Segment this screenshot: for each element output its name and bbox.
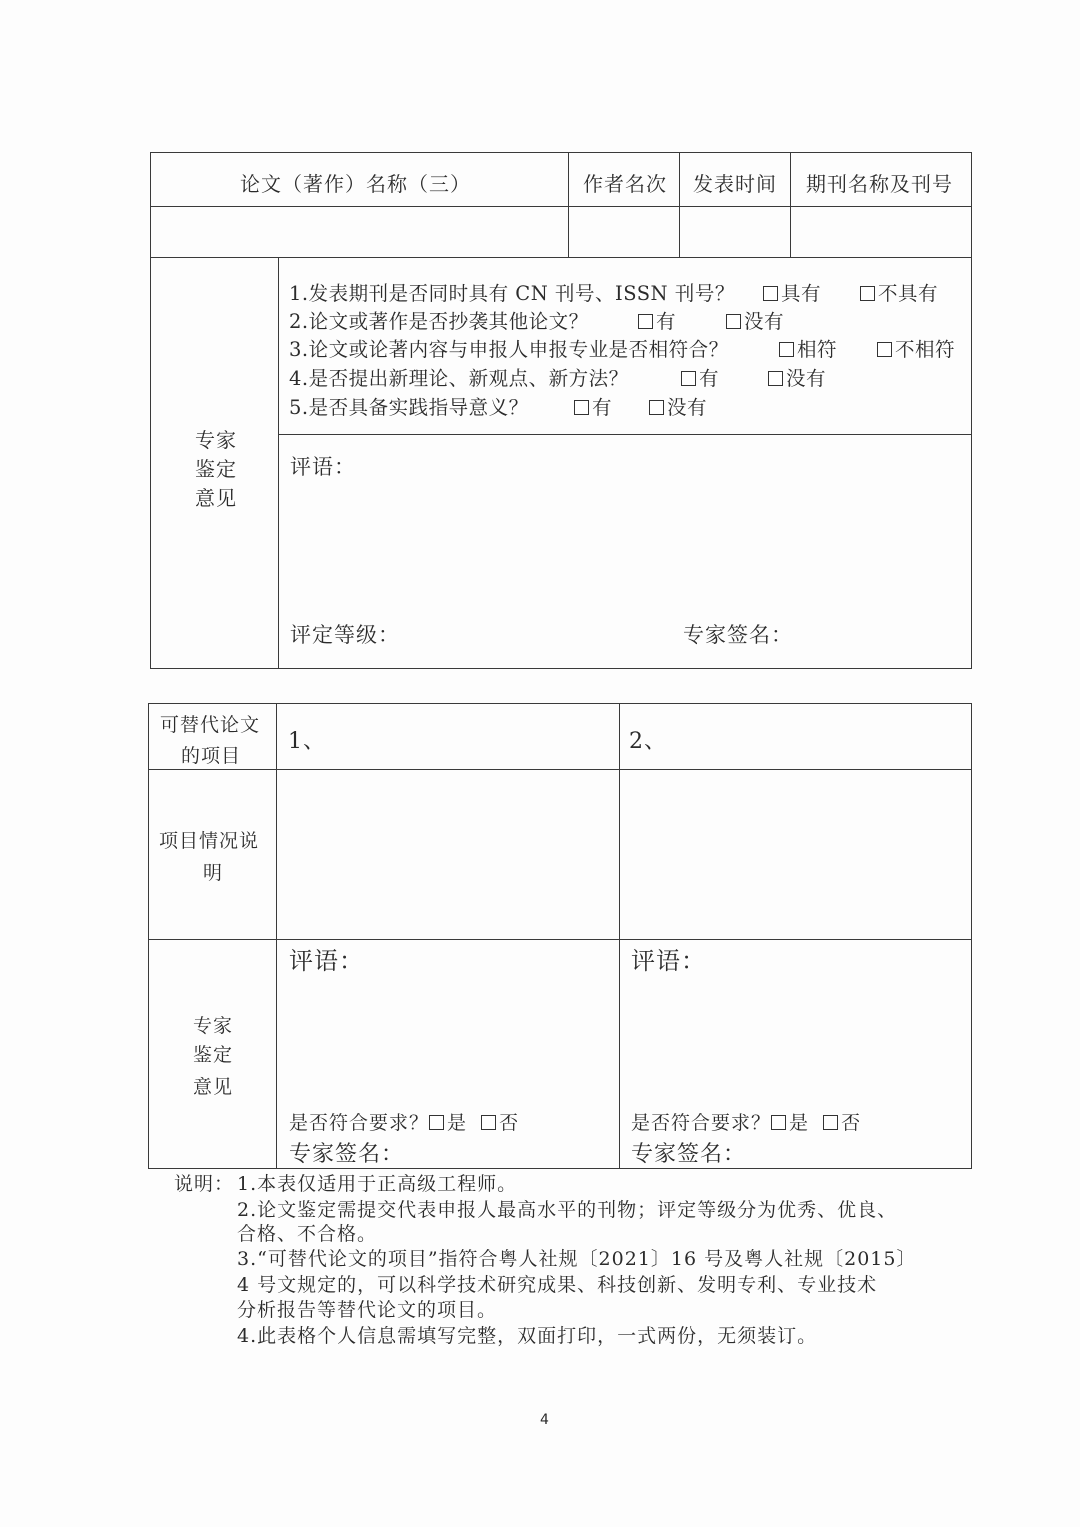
question-4-text: 4.是否提出新理论、新观点、新方法？ [289, 367, 629, 390]
question-3-option-2: 不相符 [895, 338, 956, 361]
journal-name-header: 期刊名称及刊号 [806, 172, 953, 196]
question-4-option-1: 有 [699, 367, 720, 390]
note-line-5: 4 号文规定的，可以科学技术研究成果、科技创新、发明专利、专业技术 [237, 1274, 878, 1296]
checkbox-icon[interactable] [763, 286, 778, 301]
project-desc-label-line-1: 项目情况说 [159, 830, 260, 852]
journal-name-cell[interactable] [792, 208, 970, 255]
publish-time-header: 发表时间 [693, 172, 777, 196]
question-5 [289, 392, 708, 420]
publish-time-cell[interactable] [681, 208, 788, 255]
alt-project-label-line-2: 的项目 [181, 745, 242, 767]
checkbox-icon[interactable] [768, 371, 783, 386]
expert-opinion-label-2-line-1: 专家 [193, 1015, 234, 1037]
question-2 [289, 306, 785, 334]
question-5-option-1: 有 [592, 396, 613, 419]
question-5-text: 5.是否具备实践指导意义？ [289, 396, 529, 419]
project-item-2[interactable]: 2、 [629, 729, 667, 754]
note-line-3: 合格、不合格。 [237, 1223, 378, 1245]
expert-opinion-label-line-3: 意见 [195, 486, 237, 510]
comment-area[interactable] [282, 480, 968, 610]
expert-opinion-label-line-2: 鉴定 [195, 457, 237, 481]
note-line-4: 3.“可替代论文的项目”指符合粤人社规〔2021〕16 号及粤人社规〔2015〕 [237, 1248, 917, 1270]
signature-label-2: 专家签名： [631, 1142, 747, 1167]
project-desc-cell-2[interactable] [621, 771, 970, 937]
question-5-option-2: 没有 [667, 396, 708, 419]
comment-label: 评语： [290, 455, 356, 479]
signature-label: 专家签名： [683, 623, 793, 647]
question-2-option-1: 有 [656, 310, 677, 333]
comment-area-1[interactable] [280, 975, 615, 1100]
note-line-1: 1.本表仅适用于正高级工程师。 [237, 1173, 518, 1195]
expert-opinion-label-2-line-3: 意见 [193, 1076, 234, 1098]
note-line-6: 分析报告等替代论文的项目。 [237, 1299, 498, 1321]
notes-prefix: 说明： [174, 1173, 235, 1195]
project-desc-cell-1[interactable] [278, 771, 617, 937]
note-line-2: 2.论文鉴定需提交代表申报人最高水平的刊物；评定等级分为优秀、优良、 [237, 1199, 898, 1221]
author-rank-cell[interactable] [570, 208, 677, 255]
paper-title-cell[interactable] [152, 208, 566, 255]
meets-requirement-2: 是否符合要求？ 是 否 [631, 1112, 862, 1134]
paper-title-header: 论文（著作）名称（三） [240, 172, 471, 196]
meets-requirement-1: 是否符合要求？ 是 否 [289, 1112, 520, 1134]
signature-label-1: 专家签名： [289, 1142, 405, 1167]
page-number: 4 [540, 1412, 550, 1428]
checkbox-icon[interactable] [860, 286, 875, 301]
checkbox-icon[interactable] [771, 1115, 786, 1130]
question-3-text: 3.论文或论著内容与申报人申报专业是否相符合？ [289, 338, 729, 361]
expert-opinion-label-line-1: 专家 [195, 428, 237, 452]
checkbox-icon[interactable] [638, 314, 653, 329]
question-1-text: 1.发表期刊是否同时具有 CN 刊号、ISSN 刊号？ [289, 282, 735, 305]
checkbox-icon[interactable] [823, 1115, 838, 1130]
question-3-option-1: 相符 [797, 338, 838, 361]
checkbox-icon[interactable] [481, 1115, 496, 1130]
question-1-option-2: 不具有 [878, 282, 939, 305]
checkbox-icon[interactable] [681, 371, 696, 386]
alt-project-label-line-1: 可替代论文 [160, 714, 261, 736]
expert-opinion-label-2-line-2: 鉴定 [193, 1044, 234, 1066]
checkbox-icon[interactable] [429, 1115, 444, 1130]
comment-area-2[interactable] [623, 975, 968, 1100]
question-1 [289, 278, 939, 306]
checkbox-icon[interactable] [779, 342, 794, 357]
checkbox-icon[interactable] [726, 314, 741, 329]
comment-label-1: 评语： [289, 947, 364, 975]
comment-label-2: 评语： [631, 947, 706, 975]
author-rank-header: 作者名次 [583, 172, 667, 196]
note-line-7: 4.此表格个人信息需填写完整，双面打印，一式两份，无须装订。 [237, 1325, 818, 1347]
checkbox-icon[interactable] [877, 342, 892, 357]
question-3 [289, 334, 956, 362]
question-4-option-2: 没有 [786, 367, 827, 390]
project-item-1[interactable]: 1、 [288, 729, 326, 754]
grade-label: 评定等级： [290, 623, 400, 647]
checkbox-icon[interactable] [574, 400, 589, 415]
checkbox-icon[interactable] [649, 400, 664, 415]
project-desc-label-line-2: 明 [203, 862, 224, 884]
question-4 [289, 363, 827, 391]
question-2-text: 2.论文或著作是否抄袭其他论文？ [289, 310, 589, 333]
question-2-option-2: 没有 [744, 310, 785, 333]
question-1-option-1: 具有 [781, 282, 822, 305]
